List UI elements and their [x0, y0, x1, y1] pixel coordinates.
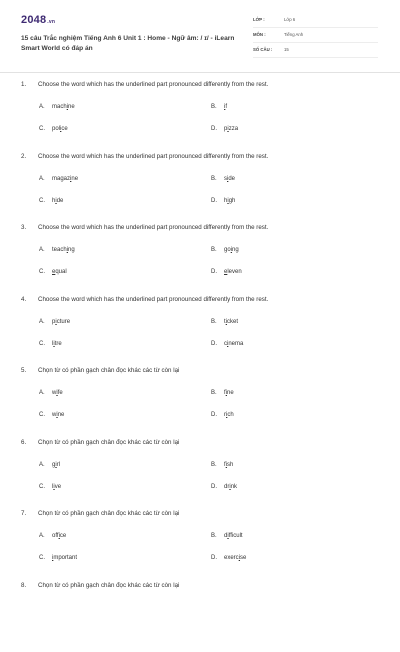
- option-underlined-part: i: [60, 126, 61, 132]
- question-stem: [21, 81, 268, 88]
- meta-value: Tiếng Anh: [284, 32, 303, 37]
- question-text: Choose the word which has the underlined part pronounced differently from the rest.: [38, 81, 268, 88]
- question-stem: [21, 367, 179, 374]
- option-letter: C.: [39, 126, 52, 132]
- meta-row-class: [253, 13, 378, 28]
- site-logo[interactable]: [21, 14, 55, 26]
- option-underlined-part: i: [70, 176, 71, 182]
- answer-option[interactable]: [39, 126, 68, 132]
- option-underlined-part: i: [226, 412, 227, 418]
- option-underlined-part: i: [56, 412, 57, 418]
- option-underlined-part: i: [231, 247, 232, 253]
- question-item: [0, 152, 400, 224]
- option-word-end: ne: [71, 176, 78, 182]
- question-text: Choose the word which has the underlined part pronounced differently from the rest.: [38, 224, 268, 231]
- meta-row-count: [253, 43, 378, 58]
- option-word-end: fe: [58, 390, 63, 396]
- option-word-start: f: [224, 390, 226, 396]
- question-text: Chọn từ có phần gạch chân đọc khác các từ còn lại: [38, 367, 179, 374]
- answer-option[interactable]: [39, 533, 66, 539]
- option-word-end: nk: [231, 484, 237, 490]
- option-word-start: f: [224, 462, 226, 468]
- option-word-end: de: [57, 198, 64, 204]
- option-underlined-part: i: [227, 126, 228, 132]
- question-item: [0, 366, 400, 438]
- answer-option[interactable]: [211, 484, 237, 490]
- option-word-start: t: [224, 319, 226, 325]
- answer-option[interactable]: [39, 390, 63, 396]
- answer-option[interactable]: [211, 126, 238, 132]
- option-word-end: qual: [55, 269, 66, 275]
- option-word-end: de: [228, 176, 235, 182]
- option-underlined-part: i: [55, 462, 56, 468]
- option-underlined-part: i: [55, 319, 56, 325]
- option-letter: A.: [39, 533, 52, 539]
- option-underlined-part: i: [53, 341, 54, 347]
- option-word-end: zza: [229, 126, 238, 132]
- meta-label: LỚP :: [253, 17, 265, 22]
- header-divider: [0, 72, 400, 73]
- option-letter: B.: [211, 533, 224, 539]
- option-word-start: h: [52, 198, 55, 204]
- option-word-end: ne: [227, 390, 234, 396]
- option-underlined-part: i: [229, 484, 230, 490]
- option-underlined-part: e: [224, 269, 227, 275]
- meta-label: MÔN :: [253, 32, 266, 37]
- option-underlined-part: i: [227, 341, 228, 347]
- option-underlined-part: i: [53, 484, 54, 490]
- question-text: Chọn từ có phần gạch chân đọc khác các từ còn lại: [38, 439, 179, 446]
- question-text: Choose the word which has the underlined part pronounced differently from the rest.: [38, 296, 268, 303]
- option-letter: A.: [39, 247, 52, 253]
- answer-option[interactable]: [39, 198, 63, 204]
- worksheet-title: 15 câu Trắc nghiệm Tiếng Anh 6 Unit 1 : Home - Ngữ âm: / ɪ/ - iLearn Smart World có đáp án: [21, 34, 249, 54]
- question-number: 3.: [21, 224, 38, 231]
- answer-option[interactable]: [39, 104, 75, 110]
- answer-option[interactable]: [39, 269, 67, 275]
- option-underlined-part: i: [226, 390, 227, 396]
- worksheet-header: [0, 0, 400, 72]
- question-number: 6.: [21, 439, 38, 446]
- option-underlined-part: i: [52, 555, 53, 561]
- option-letter: A.: [39, 390, 52, 396]
- answer-option[interactable]: [39, 341, 62, 347]
- option-letter: B.: [211, 390, 224, 396]
- answer-option[interactable]: [39, 247, 75, 253]
- option-word-end: ng: [232, 247, 239, 253]
- question-number: 4.: [21, 296, 38, 303]
- option-letter: D.: [211, 412, 224, 418]
- question-number: 7.: [21, 510, 38, 517]
- option-word-start: l: [52, 484, 53, 490]
- question-text: Chọn từ có phần gạch chân đọc khác các từ còn lại: [38, 510, 179, 517]
- option-word-end: gh: [229, 198, 236, 204]
- logo-suffix: .vn: [47, 19, 55, 25]
- option-word-start: l: [52, 341, 53, 347]
- option-letter: D.: [211, 555, 224, 561]
- option-letter: B.: [211, 176, 224, 182]
- option-word-end: se: [240, 555, 246, 561]
- option-letter: B.: [211, 247, 224, 253]
- option-letter: D.: [211, 484, 224, 490]
- option-underlined-part: i: [55, 198, 56, 204]
- answer-option[interactable]: [211, 412, 234, 418]
- option-word-end: sh: [227, 462, 233, 468]
- question-stem: [21, 582, 179, 589]
- option-underlined-part: e: [52, 269, 55, 275]
- option-letter: A.: [39, 104, 52, 110]
- option-word-end: nema: [228, 341, 243, 347]
- option-underlined-part: i: [227, 198, 228, 204]
- option-underlined-part: i: [224, 104, 225, 110]
- option-word-end: f: [225, 104, 227, 110]
- option-word-end: tre: [55, 341, 62, 347]
- meta-row-subject: [253, 28, 378, 43]
- answer-option[interactable]: [211, 462, 233, 468]
- option-word-end: ne: [58, 412, 65, 418]
- option-underlined-part: i: [226, 319, 227, 325]
- question-list: [0, 80, 400, 652]
- option-letter: D.: [211, 341, 224, 347]
- question-number: 5.: [21, 367, 38, 374]
- option-underlined-part: i: [67, 247, 68, 253]
- question-item: [0, 223, 400, 295]
- answer-option[interactable]: [39, 484, 61, 490]
- answer-option[interactable]: [211, 390, 234, 396]
- question-stem: [21, 153, 268, 160]
- option-underlined-part: i: [67, 104, 68, 110]
- option-word-start: h: [224, 198, 227, 204]
- answer-option[interactable]: [211, 319, 238, 325]
- option-word-start: d: [224, 533, 227, 539]
- answer-option[interactable]: [211, 104, 227, 110]
- question-stem: [21, 224, 268, 231]
- option-word-start: magaz: [52, 176, 70, 182]
- option-underlined-part: i: [239, 555, 240, 561]
- option-letter: A.: [39, 462, 52, 468]
- answer-option[interactable]: [39, 555, 77, 561]
- option-letter: A.: [39, 319, 52, 325]
- option-underlined-part: i: [226, 462, 227, 468]
- option-word-start: w: [52, 390, 56, 396]
- answer-option[interactable]: [211, 269, 242, 275]
- option-word-end: ce: [60, 533, 66, 539]
- option-word-start: r: [224, 412, 226, 418]
- question-item: [0, 581, 400, 652]
- option-word-end: ng: [68, 247, 75, 253]
- answer-option[interactable]: [39, 412, 64, 418]
- question-item: [0, 295, 400, 367]
- option-word-start: mach: [52, 104, 67, 110]
- option-letter: D.: [211, 126, 224, 132]
- answer-option[interactable]: [211, 341, 243, 347]
- option-word-start: teach: [52, 247, 67, 253]
- option-letter: D.: [211, 198, 224, 204]
- question-item: [0, 80, 400, 152]
- option-letter: C.: [39, 269, 52, 275]
- option-word-end: ne: [68, 104, 75, 110]
- question-text: Chọn từ có phần gạch chân đọc khác các từ còn lại: [38, 582, 179, 589]
- option-letter: B.: [211, 104, 224, 110]
- option-word-end: ce: [61, 126, 67, 132]
- option-word-start: dr: [224, 484, 229, 490]
- meta-value: 15: [284, 47, 289, 52]
- logo-name: 2048: [21, 14, 46, 26]
- option-word-end: cket: [227, 319, 238, 325]
- question-stem: [21, 296, 268, 303]
- question-number: 8.: [21, 582, 38, 589]
- option-underlined-part: i: [56, 390, 57, 396]
- option-underlined-part: i: [227, 533, 228, 539]
- question-text: Choose the word which has the underlined part pronounced differently from the rest.: [38, 153, 268, 160]
- option-word-end: ch: [227, 412, 233, 418]
- answer-option[interactable]: [211, 247, 239, 253]
- option-letter: C.: [39, 555, 52, 561]
- option-word-start: g: [52, 462, 55, 468]
- question-item: [0, 509, 400, 581]
- option-word-start: p: [52, 319, 55, 325]
- answer-option[interactable]: [39, 319, 70, 325]
- option-word-start: p: [224, 126, 227, 132]
- answer-option[interactable]: [39, 176, 78, 182]
- question-number: 2.: [21, 153, 38, 160]
- answer-option[interactable]: [39, 462, 60, 468]
- option-underlined-part: i: [59, 533, 60, 539]
- option-word-start: go: [224, 247, 231, 253]
- answer-option[interactable]: [211, 176, 235, 182]
- option-letter: D.: [211, 269, 224, 275]
- answer-option[interactable]: [211, 198, 235, 204]
- option-letter: A.: [39, 176, 52, 182]
- question-stem: [21, 510, 179, 517]
- option-underlined-part: i: [227, 176, 228, 182]
- question-item: [0, 438, 400, 510]
- option-word-start: exerc: [224, 555, 239, 561]
- option-word-start: pol: [52, 126, 60, 132]
- option-word-start: c: [224, 341, 227, 347]
- option-letter: B.: [211, 462, 224, 468]
- option-letter: C.: [39, 198, 52, 204]
- option-word-start: off: [52, 533, 59, 539]
- answer-option[interactable]: [211, 555, 246, 561]
- answer-option[interactable]: [211, 533, 243, 539]
- option-word-end: rl: [57, 462, 60, 468]
- option-word-start: w: [52, 412, 56, 418]
- option-word-end: ve: [55, 484, 61, 490]
- option-letter: C.: [39, 412, 52, 418]
- option-letter: C.: [39, 484, 52, 490]
- question-stem: [21, 439, 179, 446]
- question-number: 1.: [21, 81, 38, 88]
- option-word-end: mportant: [53, 555, 77, 561]
- meta-label: SỐ CÂU :: [253, 47, 272, 52]
- worksheet-meta: [253, 13, 378, 58]
- option-letter: C.: [39, 341, 52, 347]
- option-word-end: leven: [227, 269, 241, 275]
- option-word-start: s: [224, 176, 227, 182]
- option-letter: B.: [211, 319, 224, 325]
- option-word-end: cture: [57, 319, 70, 325]
- option-word-end: fficult: [229, 533, 243, 539]
- meta-value: Lớp 6: [284, 17, 295, 22]
